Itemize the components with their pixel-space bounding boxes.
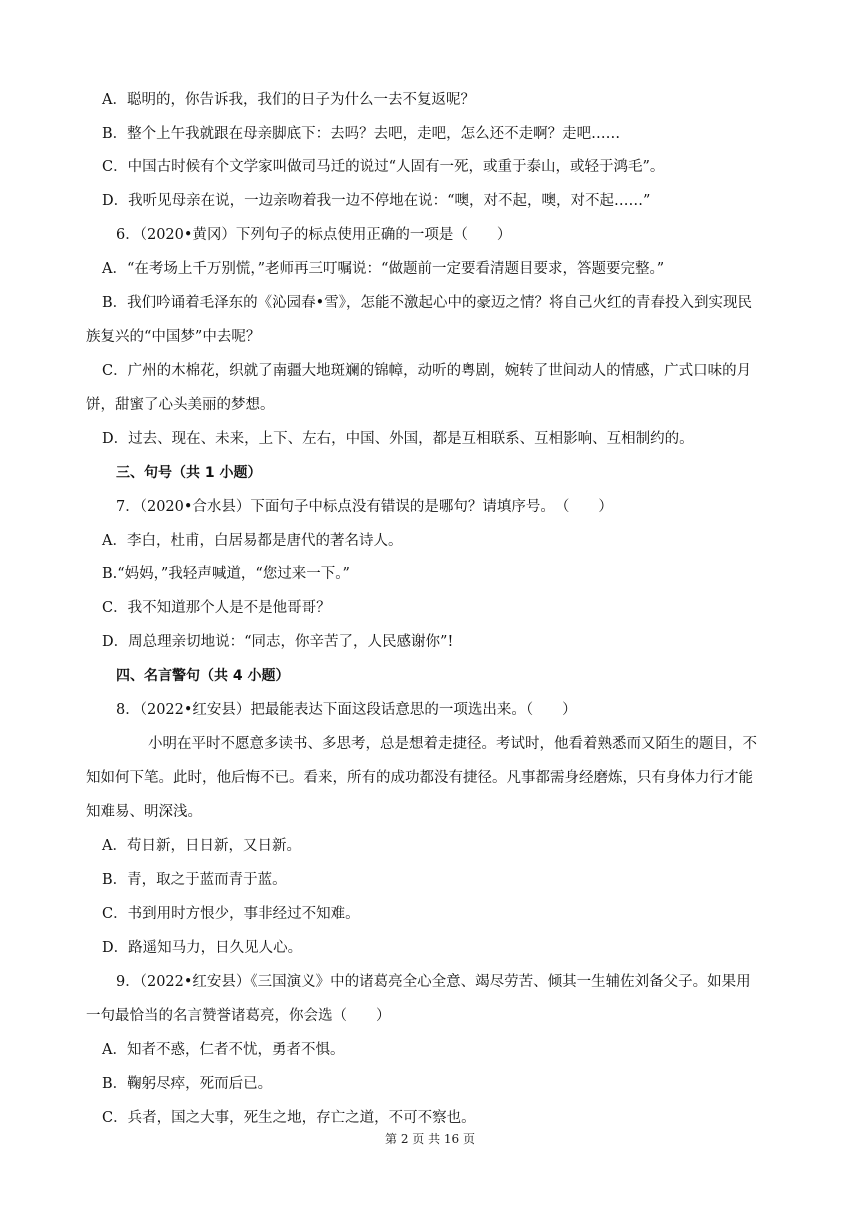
page-footer: 第 2 页 共 16 页 <box>385 1132 475 1146</box>
passage-line-2: 知如何下笔。此时，他后悔不已。看来，所有的成功都没有捷径。凡事都需身经磨炼，只有身体力行才能 <box>86 770 753 786</box>
question-9-cont: 一句最恰当的名言赞誉诸葛亮，你会选（ ） <box>86 1008 391 1024</box>
option-c-q8: C．书到用时方恨少，事非经过不知难。 <box>102 906 360 922</box>
option-c-q6: C．广州的木棉花，织就了南疆大地斑斓的锦幛，动听的粤剧，婉转了世间动人的情感，广式口味的月 <box>102 363 752 379</box>
option-b-q5: B．整个上午我就跟在母亲脚底下：去吗？去吧，走吧，怎么还不走啊？走吧…… <box>102 126 621 142</box>
option-b-q9: B．鞠躬尽瘁，死而后已。 <box>102 1076 273 1092</box>
section-heading-4: 四、名言警句（共 4 小题） <box>116 668 290 684</box>
option-a-q9: A．知者不惑，仁者不忧，勇者不惧。 <box>102 1042 345 1058</box>
option-d-q6: D．过去、现在、未来，上下、左右，中国、外国，都是互相联系、互相影响、互相制约的。 <box>102 431 694 447</box>
option-a-q6: A．“在考场上千万别慌，”老师再三叮嘱说：“做题前一定要看清题目要求，答题要完整。” <box>102 261 665 277</box>
passage-line-3: 知难易、明深浅。 <box>86 804 202 820</box>
option-b-q6-cont: 族复兴的“中国梦”中去呢？ <box>86 329 261 345</box>
option-a-q5: A．聪明的，你告诉我，我们的日子为什么一去不复返呢？ <box>102 92 475 108</box>
question-6: 6．（2020•黄冈）下列句子的标点使用正确的一项是（ ） <box>116 227 512 243</box>
option-a-q7: A．李白，杜甫，白居易都是唐代的著名诗人。 <box>102 533 403 549</box>
section-heading-3: 三、句号（共 1 小题） <box>116 465 262 481</box>
option-c-q9: C．兵者，国之大事，死生之地，存亡之道，不可不察也。 <box>102 1110 476 1126</box>
option-d-q7: D．周总理亲切地说：“同志，你辛苦了，人民感谢你”! <box>102 634 454 650</box>
question-7: 7．（2020•合水县）下面句子中标点没有错误的是哪句？请填序号。 （ ） <box>116 499 613 515</box>
question-8: 8．（2022•红安县）把最能表达下面这段话意思的一项选出来。（ ） <box>116 702 577 718</box>
option-d-q8: D．路遥知马力，日久见人心。 <box>102 940 303 956</box>
option-b-q6: B．我们吟诵着毛泽东的《沁园春•雪》，怎能不激起心中的豪迈之情？将自己火红的青春投入到实现民 <box>102 295 752 311</box>
option-a-q8: A．苟日新，日日新，又日新。 <box>102 838 301 854</box>
option-c-q5: C．中国古时候有个文学家叫做司马迁的说过“人固有一死，或重于泰山，或轻于鸿毛”。 <box>102 159 665 175</box>
option-c-q6-cont: 饼，甜蜜了心头美丽的梦想。 <box>86 397 275 413</box>
option-b-q7: B.“妈妈，”我轻声喊道，“您过来一下。” <box>102 566 350 582</box>
option-d-q5: D．我听见母亲在说，一边亲吻着我一边不停地在说：“噢，对不起，噢，对不起……” <box>102 193 651 209</box>
question-9: 9．（2022•红安县）《三国演义》中的诸葛亮全心全意、竭尽劳苦、倾其一生辅佐刘备父子。如果用 <box>116 974 751 990</box>
passage-line-1: 小明在平时不愿意多读书、多思考，总是想着走捷径。考试时，他看着熟悉而又陌生的题目，不 <box>148 736 757 752</box>
option-c-q7: C．我不知道那个人是不是他哥哥？ <box>102 600 331 616</box>
option-b-q8: B．青，取之于蓝而青于蓝。 <box>102 872 287 888</box>
